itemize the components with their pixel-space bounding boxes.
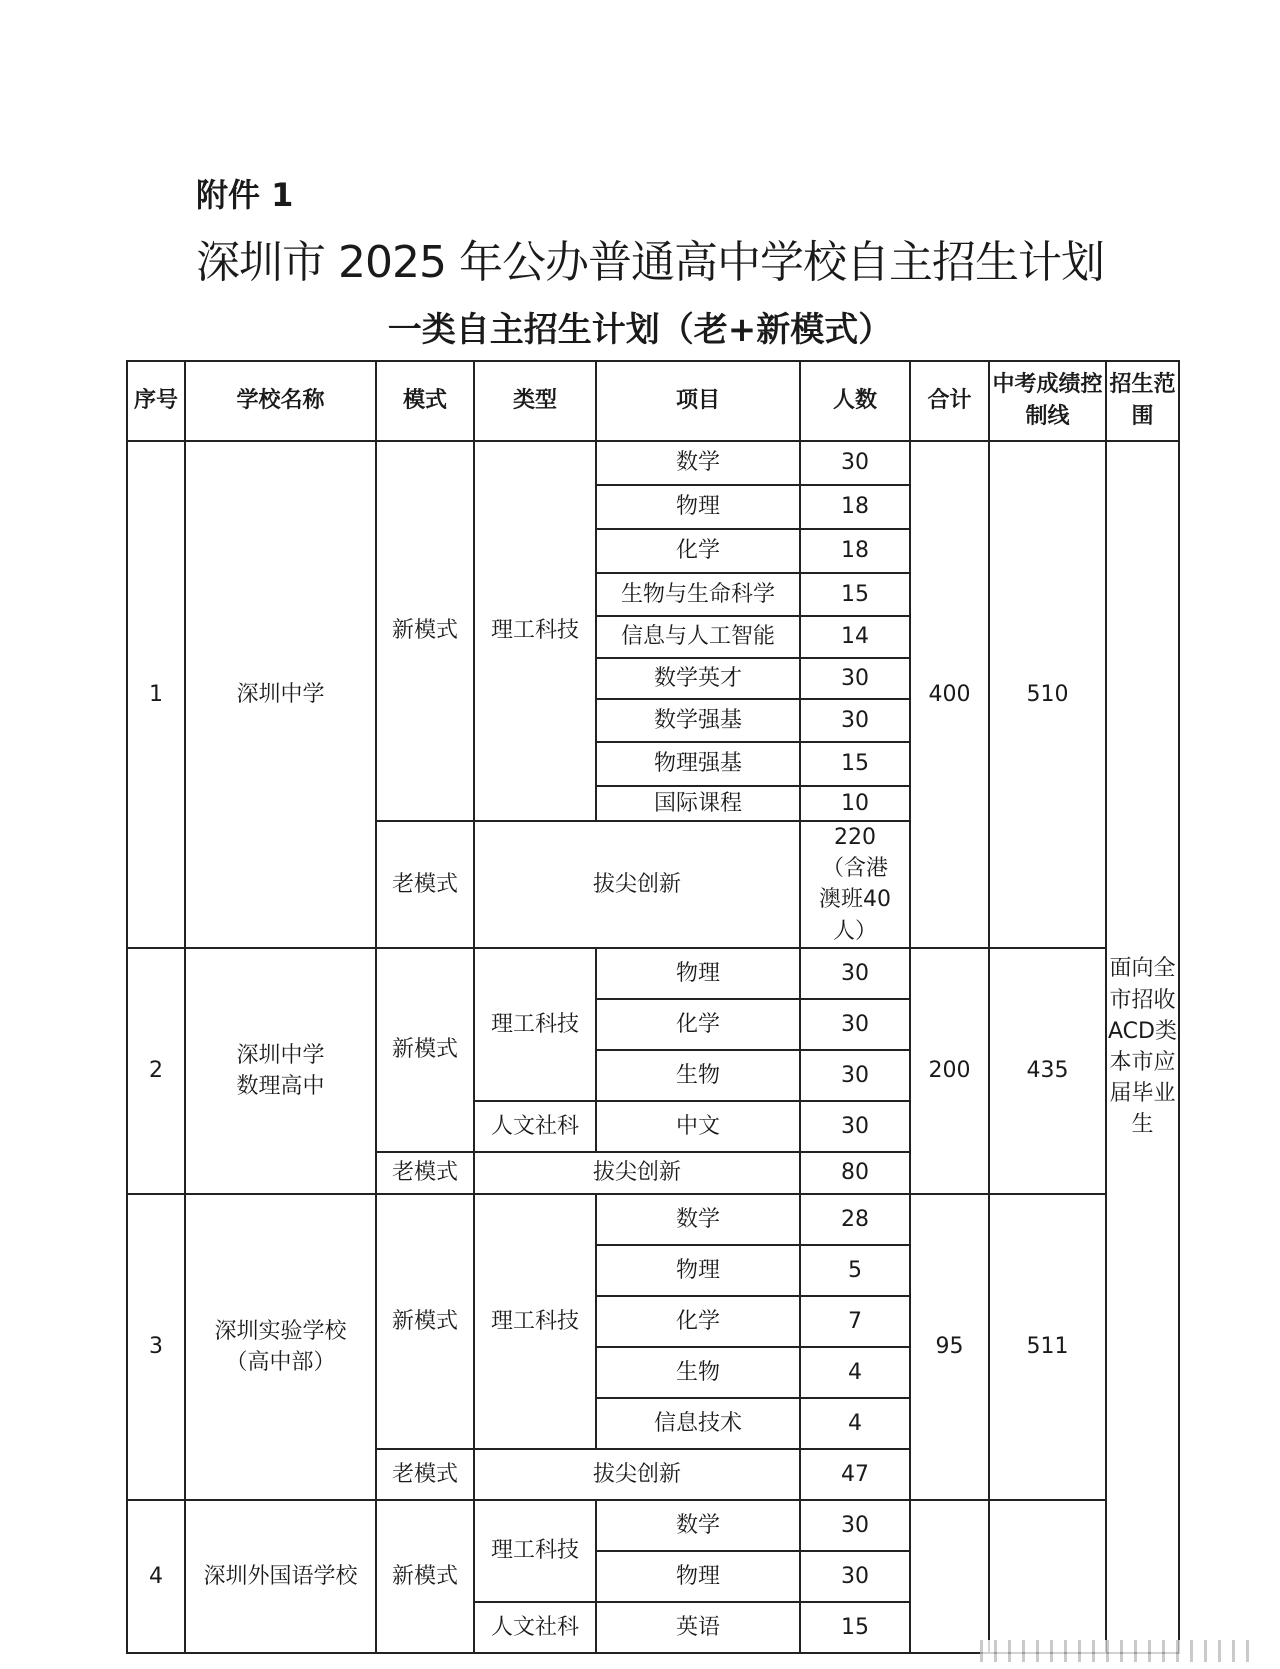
mode-cell: 新模式 bbox=[376, 1500, 474, 1653]
type-cell: 理工科技 bbox=[474, 441, 596, 821]
table-row bbox=[127, 948, 1179, 999]
scroll-indicator bbox=[980, 1640, 1260, 1662]
school-name: 深圳中学数理高中 bbox=[185, 948, 376, 1194]
count-cell: 30 bbox=[800, 699, 910, 742]
table-row bbox=[127, 441, 1179, 485]
count-cell: 30 bbox=[800, 441, 910, 485]
scope-cell: 面向全市招收ACD类本市应届毕业生 bbox=[1106, 441, 1179, 1653]
count-cell: 15 bbox=[800, 573, 910, 616]
project-cell: 化学 bbox=[596, 529, 800, 573]
header-school: 学校名称 bbox=[185, 361, 376, 441]
score-line-cell bbox=[989, 1500, 1106, 1653]
count-cell: 30 bbox=[800, 1500, 910, 1551]
page-title: 深圳市 2025 年公办普通高中学校自主招生计划 bbox=[196, 237, 1104, 288]
school-name: 深圳外国语学校 bbox=[185, 1500, 376, 1653]
project-cell: 拔尖创新 bbox=[474, 1152, 800, 1194]
table-row bbox=[127, 1194, 1179, 1245]
project-cell: 信息技术 bbox=[596, 1398, 800, 1449]
project-cell: 国际课程 bbox=[596, 786, 800, 821]
page-subtitle: 一类自主招生计划（老+新模式） bbox=[387, 310, 893, 350]
count-cell: 10 bbox=[800, 786, 910, 821]
project-cell: 中文 bbox=[596, 1101, 800, 1152]
header-total: 合计 bbox=[910, 361, 989, 441]
count-cell: 18 bbox=[800, 529, 910, 573]
project-cell: 物理 bbox=[596, 485, 800, 529]
total-cell: 95 bbox=[910, 1194, 989, 1500]
type-cell: 理工科技 bbox=[474, 1500, 596, 1602]
project-cell: 拔尖创新 bbox=[474, 1449, 800, 1500]
total-cell: 200 bbox=[910, 948, 989, 1194]
header-score-line: 中考成绩控制线 bbox=[989, 361, 1106, 441]
header-scope: 招生范围 bbox=[1106, 361, 1179, 441]
count-cell: 14 bbox=[800, 616, 910, 658]
project-cell: 生物 bbox=[596, 1347, 800, 1398]
school-seq: 4 bbox=[127, 1500, 185, 1653]
count-cell: 30 bbox=[800, 658, 910, 699]
count-cell: 7 bbox=[800, 1296, 910, 1347]
mode-cell: 老模式 bbox=[376, 1152, 474, 1194]
count-cell: 28 bbox=[800, 1194, 910, 1245]
project-cell: 物理 bbox=[596, 948, 800, 999]
mode-cell: 老模式 bbox=[376, 821, 474, 948]
project-cell: 生物与生命科学 bbox=[596, 573, 800, 616]
count-cell: 30 bbox=[800, 948, 910, 999]
school-name: 深圳实验学校（高中部） bbox=[185, 1194, 376, 1500]
project-cell: 数学英才 bbox=[596, 658, 800, 699]
mode-cell: 新模式 bbox=[376, 948, 474, 1152]
school-seq: 3 bbox=[127, 1194, 185, 1500]
project-cell: 数学 bbox=[596, 1500, 800, 1551]
attachment-label: 附件 1 bbox=[196, 176, 294, 214]
header-count: 人数 bbox=[800, 361, 910, 441]
project-cell: 化学 bbox=[596, 999, 800, 1050]
project-cell: 英语 bbox=[596, 1602, 800, 1653]
type-cell: 理工科技 bbox=[474, 1194, 596, 1449]
mode-cell: 新模式 bbox=[376, 1194, 474, 1449]
count-cell: 5 bbox=[800, 1245, 910, 1296]
count-cell: 4 bbox=[800, 1347, 910, 1398]
project-cell: 数学 bbox=[596, 1194, 800, 1245]
project-cell: 物理强基 bbox=[596, 742, 800, 786]
project-cell: 数学强基 bbox=[596, 699, 800, 742]
count-cell: 30 bbox=[800, 999, 910, 1050]
enrollment-plan-table bbox=[126, 360, 1180, 1654]
project-cell: 物理 bbox=[596, 1551, 800, 1602]
project-cell: 生物 bbox=[596, 1050, 800, 1101]
header-row bbox=[127, 361, 1179, 441]
school-name: 深圳中学 bbox=[185, 441, 376, 948]
mode-cell: 新模式 bbox=[376, 441, 474, 821]
school-seq: 1 bbox=[127, 441, 185, 948]
header-type: 类型 bbox=[474, 361, 596, 441]
project-cell: 物理 bbox=[596, 1245, 800, 1296]
type-cell: 人文社科 bbox=[474, 1602, 596, 1653]
count-cell: 30 bbox=[800, 1050, 910, 1101]
project-cell: 拔尖创新 bbox=[474, 821, 800, 948]
project-cell: 信息与人工智能 bbox=[596, 616, 800, 658]
count-cell: 15 bbox=[800, 1602, 910, 1653]
header-mode: 模式 bbox=[376, 361, 474, 441]
total-cell bbox=[910, 1500, 989, 1653]
type-cell: 理工科技 bbox=[474, 948, 596, 1101]
score-line-cell: 511 bbox=[989, 1194, 1106, 1500]
count-cell: 30 bbox=[800, 1551, 910, 1602]
score-line-cell: 435 bbox=[989, 948, 1106, 1194]
table-row bbox=[127, 1500, 1179, 1551]
type-cell: 人文社科 bbox=[474, 1101, 596, 1152]
project-cell: 化学 bbox=[596, 1296, 800, 1347]
total-cell: 400 bbox=[910, 441, 989, 948]
score-line-cell: 510 bbox=[989, 441, 1106, 948]
count-cell: 15 bbox=[800, 742, 910, 786]
count-cell: 30 bbox=[800, 1101, 910, 1152]
mode-cell: 老模式 bbox=[376, 1449, 474, 1500]
count-cell: 47 bbox=[800, 1449, 910, 1500]
count-cell: 4 bbox=[800, 1398, 910, 1449]
header-project: 项目 bbox=[596, 361, 800, 441]
header-seq: 序号 bbox=[127, 361, 185, 441]
count-cell: 80 bbox=[800, 1152, 910, 1194]
count-cell: 18 bbox=[800, 485, 910, 529]
project-cell: 数学 bbox=[596, 441, 800, 485]
count-cell: 220（含港澳班40人） bbox=[800, 821, 910, 948]
school-seq: 2 bbox=[127, 948, 185, 1194]
